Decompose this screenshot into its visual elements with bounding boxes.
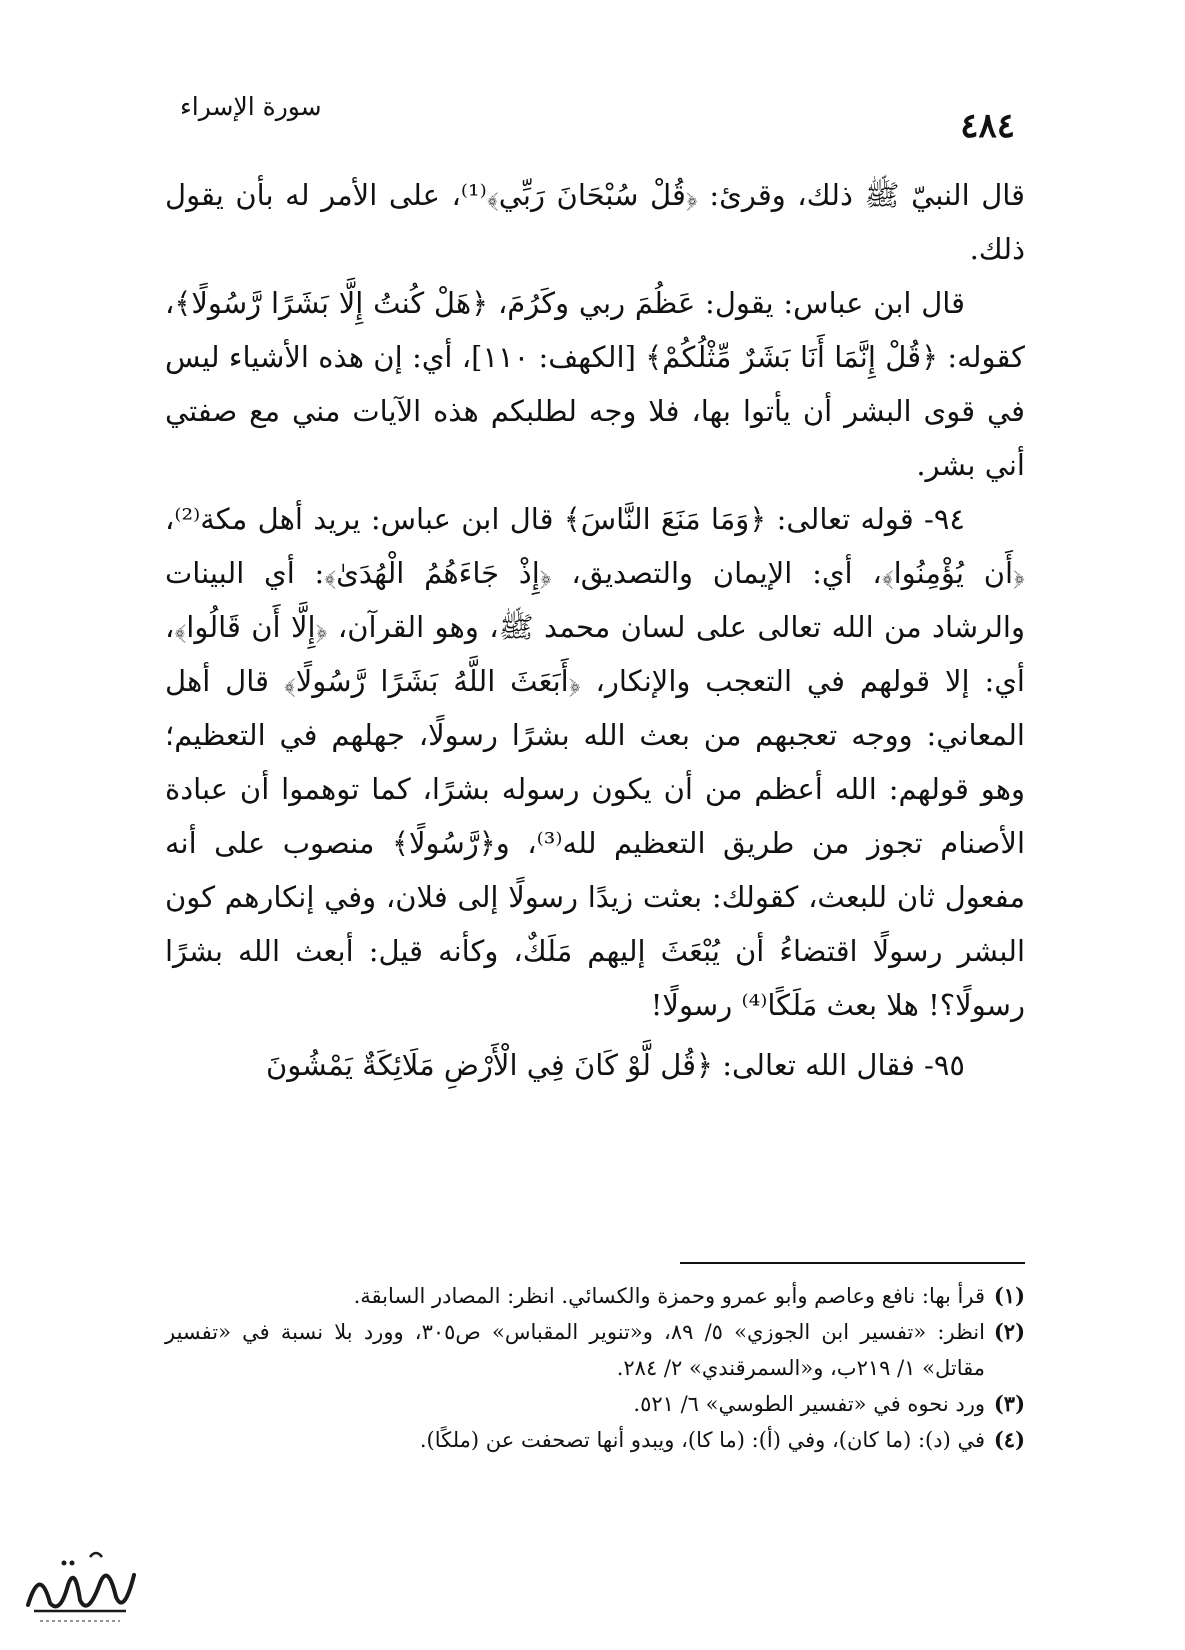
footnote-text: في (د): (ما كان)، وفي (أ): (ما كا)، ويبدو أنها تصحفت عن (ملكًا).: [419, 1428, 985, 1452]
footnote-text: انظر: «تفسير ابن الجوزي» ٥/ ٨٩، و«تنوير المقباس» ص٣٠٥، وورد بلا نسبة في «تفسير مقاتل» ١/ ٢١٩ب، و«السمرقندي» ٢/ ٢٨٤.: [165, 1320, 985, 1380]
footnote-separator: [680, 1262, 1025, 1264]
footnote-number: (١): [993, 1283, 1025, 1308]
footnote-item: [165, 1422, 1025, 1458]
paragraph: قال النبيّ ﷺ ذلك، وقرئ: ﴿قُلْ سُبْحَانَ رَبِّي﴾⁽¹⁾، على الأمر له بأن يقول ذلك.: [165, 178, 1025, 266]
footnote-item: [165, 1386, 1025, 1422]
footnote-number: (٣): [993, 1391, 1025, 1416]
watermark-logo: [20, 1545, 140, 1630]
footnote-text: قرأ بها: نافع وعاصم وأبو عمرو وحمزة والكسائي. انظر: المصادر السابقة.: [353, 1284, 985, 1308]
footnote-item: [165, 1314, 1025, 1386]
footnote-text: ورد نحوه في «تفسير الطوسي» ٦/ ٥٢١.: [633, 1392, 985, 1416]
footnotes: [165, 1278, 1025, 1458]
paragraph: قال ابن عباس: يقول: عَظُمَ ربي وكَرُمَ، ﴿هَلْ كُنتُ إِلَّا بَشَرًا رَّسُولًا﴾، كقوله: ﴿قُلْ إِنَّمَا أَنَا بَشَرٌ مِّثْلُكُمْ﴾ [الكهف: ١١٠]، أي: إن هذه الأشياء ليس في قوى البشر أن يأتوا بها، فلا وجه لطلبكم هذه الآيات مني مع صفتي أني بشر.: [165, 286, 1025, 482]
footnote-number: (٢): [993, 1319, 1025, 1344]
page-header: [170, 92, 1015, 152]
footnote-item: [165, 1278, 1025, 1314]
main-text: [165, 168, 1025, 1092]
paragraph: ٩٥- فقال الله تعالى: ﴿قُل لَّوْ كَانَ فِي الْأَرْضِ مَلَائِكَةٌ يَمْشُونَ: [265, 1048, 965, 1082]
watermark-calligraphy-icon: [20, 1545, 140, 1630]
footnote-number: (٤): [993, 1427, 1025, 1452]
surah-title: سورة الإسراء: [180, 92, 322, 121]
paragraph: ٩٤- قوله تعالى: ﴿وَمَا مَنَعَ النَّاسَ﴾ قال ابن عباس: يريد أهل مكة⁽²⁾، ﴿أَن يُؤْمِنُوا﴾، أي: الإيمان والتصديق، ﴿إِذْ جَاءَهُمُ الْهُدَىٰ﴾: أي البينات والرشاد من الله تعالى على لسان محمد ﷺ، وهو القرآن، ﴿إِلَّا أَن قَالُوا﴾، أي: إلا قولهم في التعجب والإنكار، ﴿أَبَعَثَ اللَّهُ بَشَرًا رَّسُولًا﴾ قال أهل المعاني: ووجه تعجبهم من بعث الله بشرًا رسولًا، جهلهم في التعظيم؛ وهو قولهم: الله أعظم من أن يكون رسوله بشرًا، كما توهموا أن عبادة الأصنام تجوز من طريق التعظيم لله⁽³⁾، و﴿رَّسُولًا﴾ منصوب على أنه مفعول ثان للبعث، كقولك: بعثت زيدًا رسولًا إلى فلان، وفي إنكارهم كون البشر رسولًا اقتضاءُ أن يُبْعَثَ إليهم مَلَكٌ، وكأنه قيل: أبعث الله بشرًا رسولًا؟! هلا بعث مَلَكًا⁽⁴⁾ رسولًا!: [165, 502, 1025, 1022]
page-number: ٤٨٤: [960, 106, 1015, 146]
